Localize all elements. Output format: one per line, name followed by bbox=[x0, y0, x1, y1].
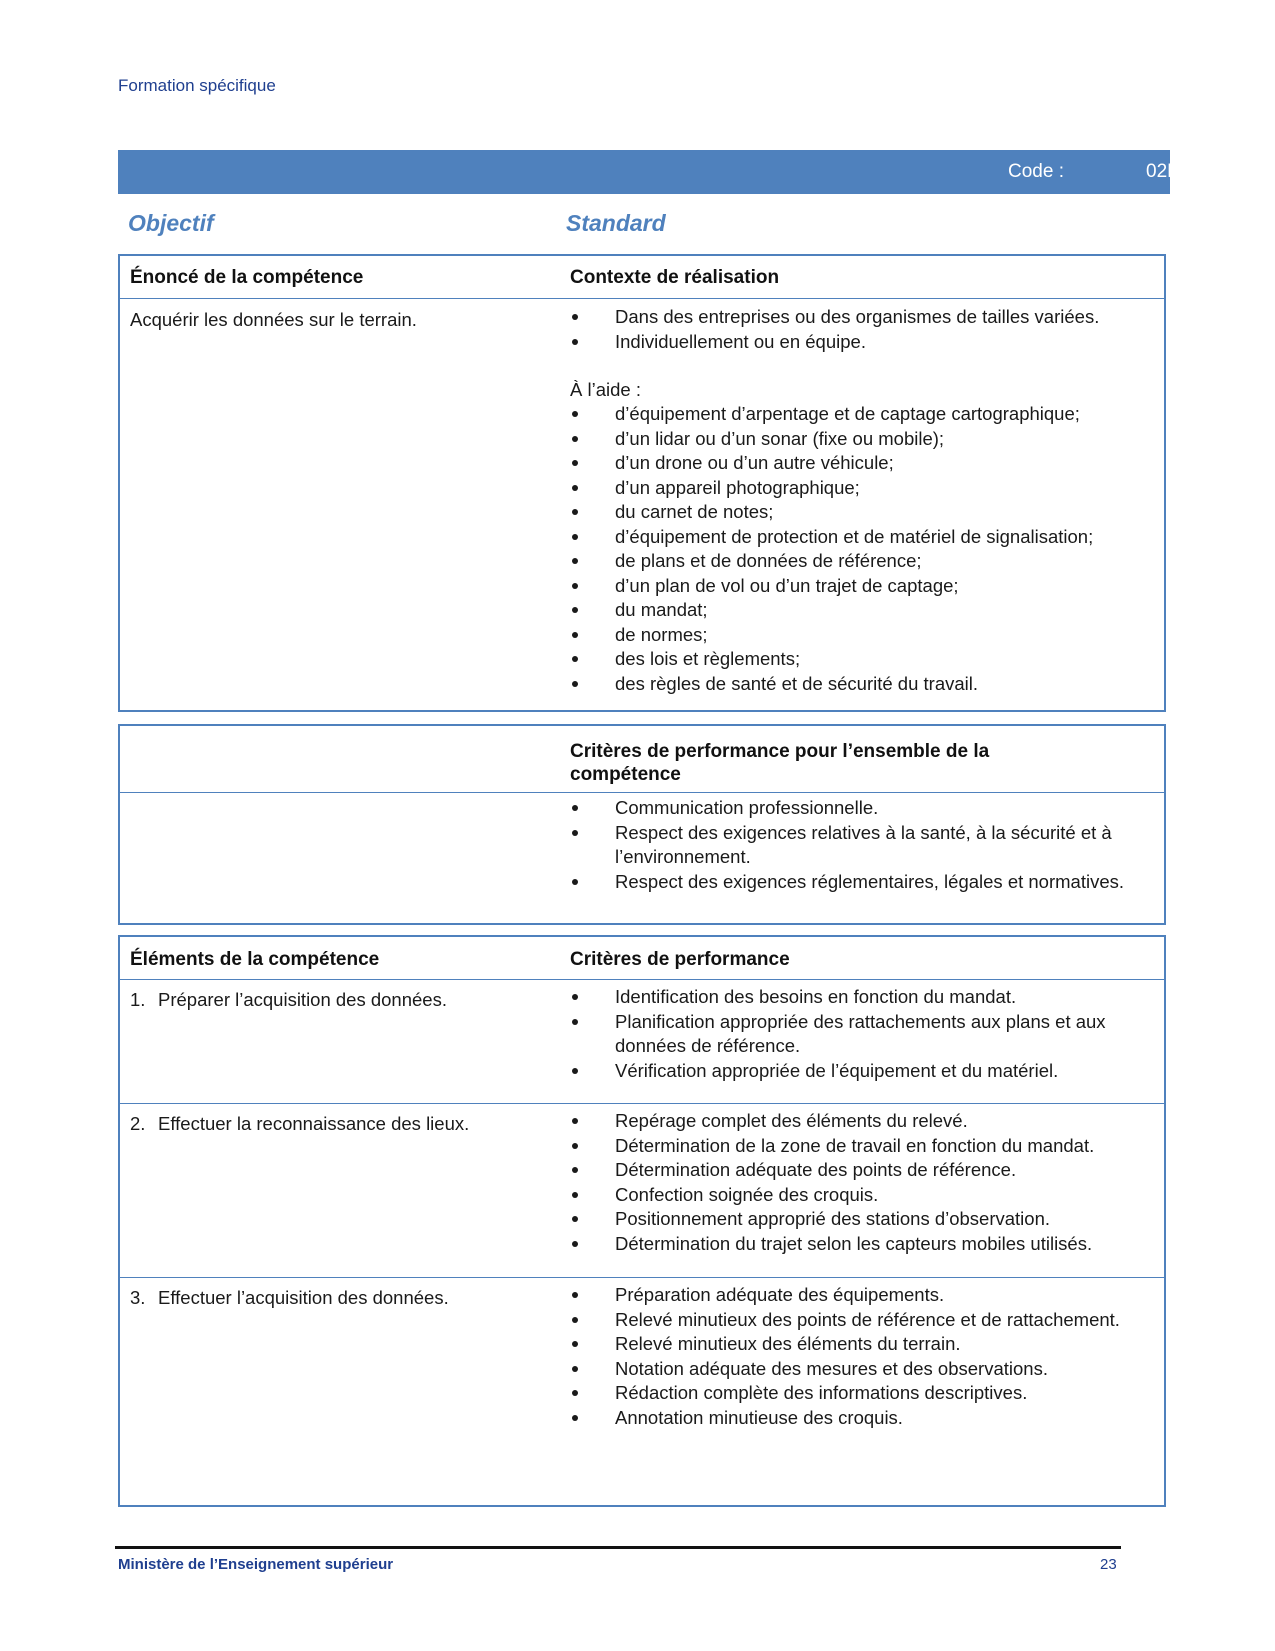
aide-list bbox=[570, 402, 1160, 696]
bullet-item bbox=[570, 549, 1160, 574]
bullet-item bbox=[570, 1332, 1160, 1357]
element-row bbox=[120, 979, 1164, 1104]
bullet-dot bbox=[572, 411, 578, 417]
bullet-item bbox=[570, 623, 1160, 648]
bullet-text: Détermination du trajet selon les capteurs mobiles utilisés. bbox=[615, 1232, 1093, 1254]
bullet-text: Annotation minutieuse des croquis. bbox=[615, 1406, 903, 1428]
bullet-item bbox=[570, 985, 1160, 1010]
bullet-dot bbox=[572, 830, 578, 836]
contexte-list bbox=[570, 305, 1160, 354]
bullet-item bbox=[570, 427, 1160, 452]
bullet-text: d’un drone ou d’un autre véhicule; bbox=[615, 452, 894, 473]
bullet-text: Détermination adéquate des points de référence. bbox=[615, 1159, 1017, 1180]
bullet-item bbox=[570, 1232, 1160, 1257]
bullet-text: Repérage complet des éléments du relevé. bbox=[615, 1110, 968, 1131]
enonce-text: Acquérir les données sur le terrain. bbox=[130, 309, 417, 330]
bullet-item bbox=[570, 1109, 1160, 1134]
elements-header: Éléments de la compétence bbox=[130, 949, 380, 970]
element-label bbox=[130, 1112, 550, 1137]
bullet-dot bbox=[572, 558, 578, 564]
bullet-text: d’un appareil photographique; bbox=[615, 476, 860, 498]
bullet-dot bbox=[572, 460, 578, 466]
bullet-text: Détermination de la zone de travail en fonction du mandat. bbox=[615, 1134, 1095, 1156]
competence-header-row bbox=[120, 256, 1164, 299]
bullet-dot bbox=[572, 879, 578, 885]
criteres-ensemble-table bbox=[118, 724, 1166, 925]
bullet-item bbox=[570, 1158, 1160, 1183]
bullet-dot bbox=[572, 632, 578, 638]
bullet-text: de plans et de données de référence; bbox=[615, 550, 922, 571]
bullet-text: d’un plan de vol ou d’un trajet de captage; bbox=[615, 574, 959, 596]
bullet-text: Identification des besoins en fonction du mandat. bbox=[615, 986, 1017, 1007]
bullet-dot bbox=[572, 1143, 578, 1149]
bullet-dot bbox=[572, 994, 578, 1000]
bullet-dot bbox=[572, 509, 578, 515]
document-header: Formation spécifique bbox=[118, 76, 276, 95]
bullet-text: d’équipement de protection et de matériel de signalisation; bbox=[615, 525, 1094, 547]
bullet-text: Positionnement approprié des stations d’observation. bbox=[615, 1208, 1051, 1229]
bullet-text: Vérification appropriée de l’équipement et du matériel. bbox=[615, 1059, 1059, 1081]
bullet-item bbox=[570, 1283, 1160, 1308]
bullet-item bbox=[570, 1308, 1160, 1333]
bullet-item bbox=[570, 1183, 1160, 1208]
bullet-dot bbox=[572, 339, 578, 345]
bullet-dot bbox=[572, 1241, 578, 1247]
bullet-text: Confection soignée des croquis. bbox=[615, 1183, 879, 1205]
bullet-text: Planification appropriée des rattachements aux plans et aux données de référence. bbox=[615, 1010, 1106, 1056]
bullet-item bbox=[570, 1207, 1160, 1232]
bullet-text: d’un lidar ou d’un sonar (fixe ou mobile); bbox=[615, 427, 945, 449]
criteres-header: Critères de performance bbox=[570, 949, 790, 970]
bullet-dot bbox=[572, 1118, 578, 1124]
aide-label: À l’aide : bbox=[570, 379, 641, 400]
bullet-item bbox=[570, 1010, 1160, 1059]
element-text: Effectuer l’acquisition des données. bbox=[158, 1287, 449, 1308]
contexte-header: Contexte de réalisation bbox=[570, 267, 780, 288]
bullet-item bbox=[570, 1059, 1160, 1084]
bullet-item bbox=[570, 647, 1160, 672]
bullet-dot bbox=[572, 436, 578, 442]
criteres-ensemble-header: Critères de performance pour l’ensemble de la compétence bbox=[570, 741, 990, 785]
bullet-dot bbox=[572, 583, 578, 589]
footer-ministry: Ministère de l’Enseignement supérieur bbox=[118, 1556, 394, 1573]
objectif-heading: Objectif bbox=[128, 210, 214, 236]
element-row bbox=[120, 1277, 1164, 1505]
element-text: Effectuer la reconnaissance des lieux. bbox=[158, 1113, 470, 1134]
bullet-dot bbox=[572, 1192, 578, 1198]
code-bar bbox=[118, 150, 1201, 194]
page-number: 23 bbox=[1100, 1556, 1117, 1573]
bullet-text: Rédaction complète des informations descriptives. bbox=[615, 1382, 1028, 1403]
bullet-text: Individuellement ou en équipe. bbox=[615, 330, 866, 352]
bullet-item bbox=[570, 1357, 1160, 1382]
bullet-item bbox=[570, 1406, 1160, 1431]
code-value: 02MW bbox=[1146, 161, 1201, 182]
bullet-item bbox=[570, 1381, 1160, 1406]
bullet-dot bbox=[572, 1341, 578, 1347]
bullet-text: Notation adéquate des mesures et des observations. bbox=[615, 1357, 1048, 1379]
standard-heading: Standard bbox=[566, 210, 666, 236]
criteres-ensemble-header-row bbox=[120, 726, 1164, 793]
bullet-dot bbox=[572, 1019, 578, 1025]
bullet-text: du mandat; bbox=[615, 599, 708, 620]
bullet-dot bbox=[572, 1415, 578, 1421]
bullet-text: d’équipement d’arpentage et de captage cartographique; bbox=[615, 403, 1080, 424]
element-number: 2. bbox=[130, 1113, 146, 1134]
bullet-item bbox=[570, 402, 1160, 427]
bullet-item bbox=[570, 598, 1160, 623]
bullet-text: des lois et règlements; bbox=[615, 648, 801, 669]
code-label: Code : bbox=[1008, 161, 1064, 182]
criteria-list bbox=[570, 1283, 1160, 1430]
bullet-dot bbox=[572, 805, 578, 811]
bullet-text: Respect des exigences relatives à la santé, à la sécurité et à l’environnement. bbox=[615, 821, 1112, 867]
bullet-dot bbox=[572, 1366, 578, 1372]
bullet-dot bbox=[572, 534, 578, 540]
enonce-header: Énoncé de la compétence bbox=[130, 267, 364, 288]
bullet-dot bbox=[572, 681, 578, 687]
bullet-item bbox=[570, 672, 1160, 697]
elements-header-row bbox=[120, 937, 1164, 980]
footer-rule bbox=[115, 1546, 1121, 1549]
bullet-item bbox=[570, 821, 1160, 870]
element-number: 3. bbox=[130, 1287, 146, 1308]
bullet-text: Relevé minutieux des éléments du terrain. bbox=[615, 1333, 961, 1354]
bullet-text: Dans des entreprises ou des organismes de tailles variées. bbox=[615, 306, 1100, 327]
bullet-item bbox=[570, 305, 1160, 330]
elements-table bbox=[118, 935, 1166, 1507]
bullet-item bbox=[570, 1134, 1160, 1159]
bullet-item bbox=[570, 525, 1160, 550]
bullet-item bbox=[570, 796, 1160, 821]
bullet-item bbox=[570, 574, 1160, 599]
bullet-text: de normes; bbox=[615, 623, 708, 645]
element-label bbox=[130, 988, 550, 1013]
element-text: Préparer l’acquisition des données. bbox=[158, 989, 447, 1010]
bullet-dot bbox=[572, 314, 578, 320]
bullet-text: des règles de santé et de sécurité du travail. bbox=[615, 672, 979, 694]
bullet-dot bbox=[572, 1317, 578, 1323]
bullet-text: Préparation adéquate des équipements. bbox=[615, 1284, 945, 1305]
bullet-text: du carnet de notes; bbox=[615, 501, 774, 522]
bullet-text: Communication professionnelle. bbox=[615, 797, 879, 818]
bullet-dot bbox=[572, 607, 578, 613]
bullet-dot bbox=[572, 1216, 578, 1222]
bullet-dot bbox=[572, 656, 578, 662]
element-row bbox=[120, 1103, 1164, 1278]
criteria-list bbox=[570, 985, 1160, 1083]
bullet-text: Respect des exigences réglementaires, légales et normatives. bbox=[615, 870, 1125, 892]
bullet-item bbox=[570, 451, 1160, 476]
criteres-ensemble-list bbox=[570, 796, 1160, 894]
bullet-item bbox=[570, 330, 1160, 355]
bullet-dot bbox=[572, 1292, 578, 1298]
bullet-dot bbox=[572, 1167, 578, 1173]
bullet-item bbox=[570, 870, 1160, 895]
bullet-dot bbox=[572, 485, 578, 491]
element-label bbox=[130, 1286, 550, 1311]
competence-table bbox=[118, 254, 1166, 712]
bullet-text: Relevé minutieux des points de référence et de rattachement. bbox=[615, 1308, 1120, 1330]
criteria-list bbox=[570, 1109, 1160, 1256]
element-number: 1. bbox=[130, 989, 146, 1010]
bullet-dot bbox=[572, 1068, 578, 1074]
bullet-dot bbox=[572, 1390, 578, 1396]
bullet-item bbox=[570, 476, 1160, 501]
bullet-item bbox=[570, 500, 1160, 525]
